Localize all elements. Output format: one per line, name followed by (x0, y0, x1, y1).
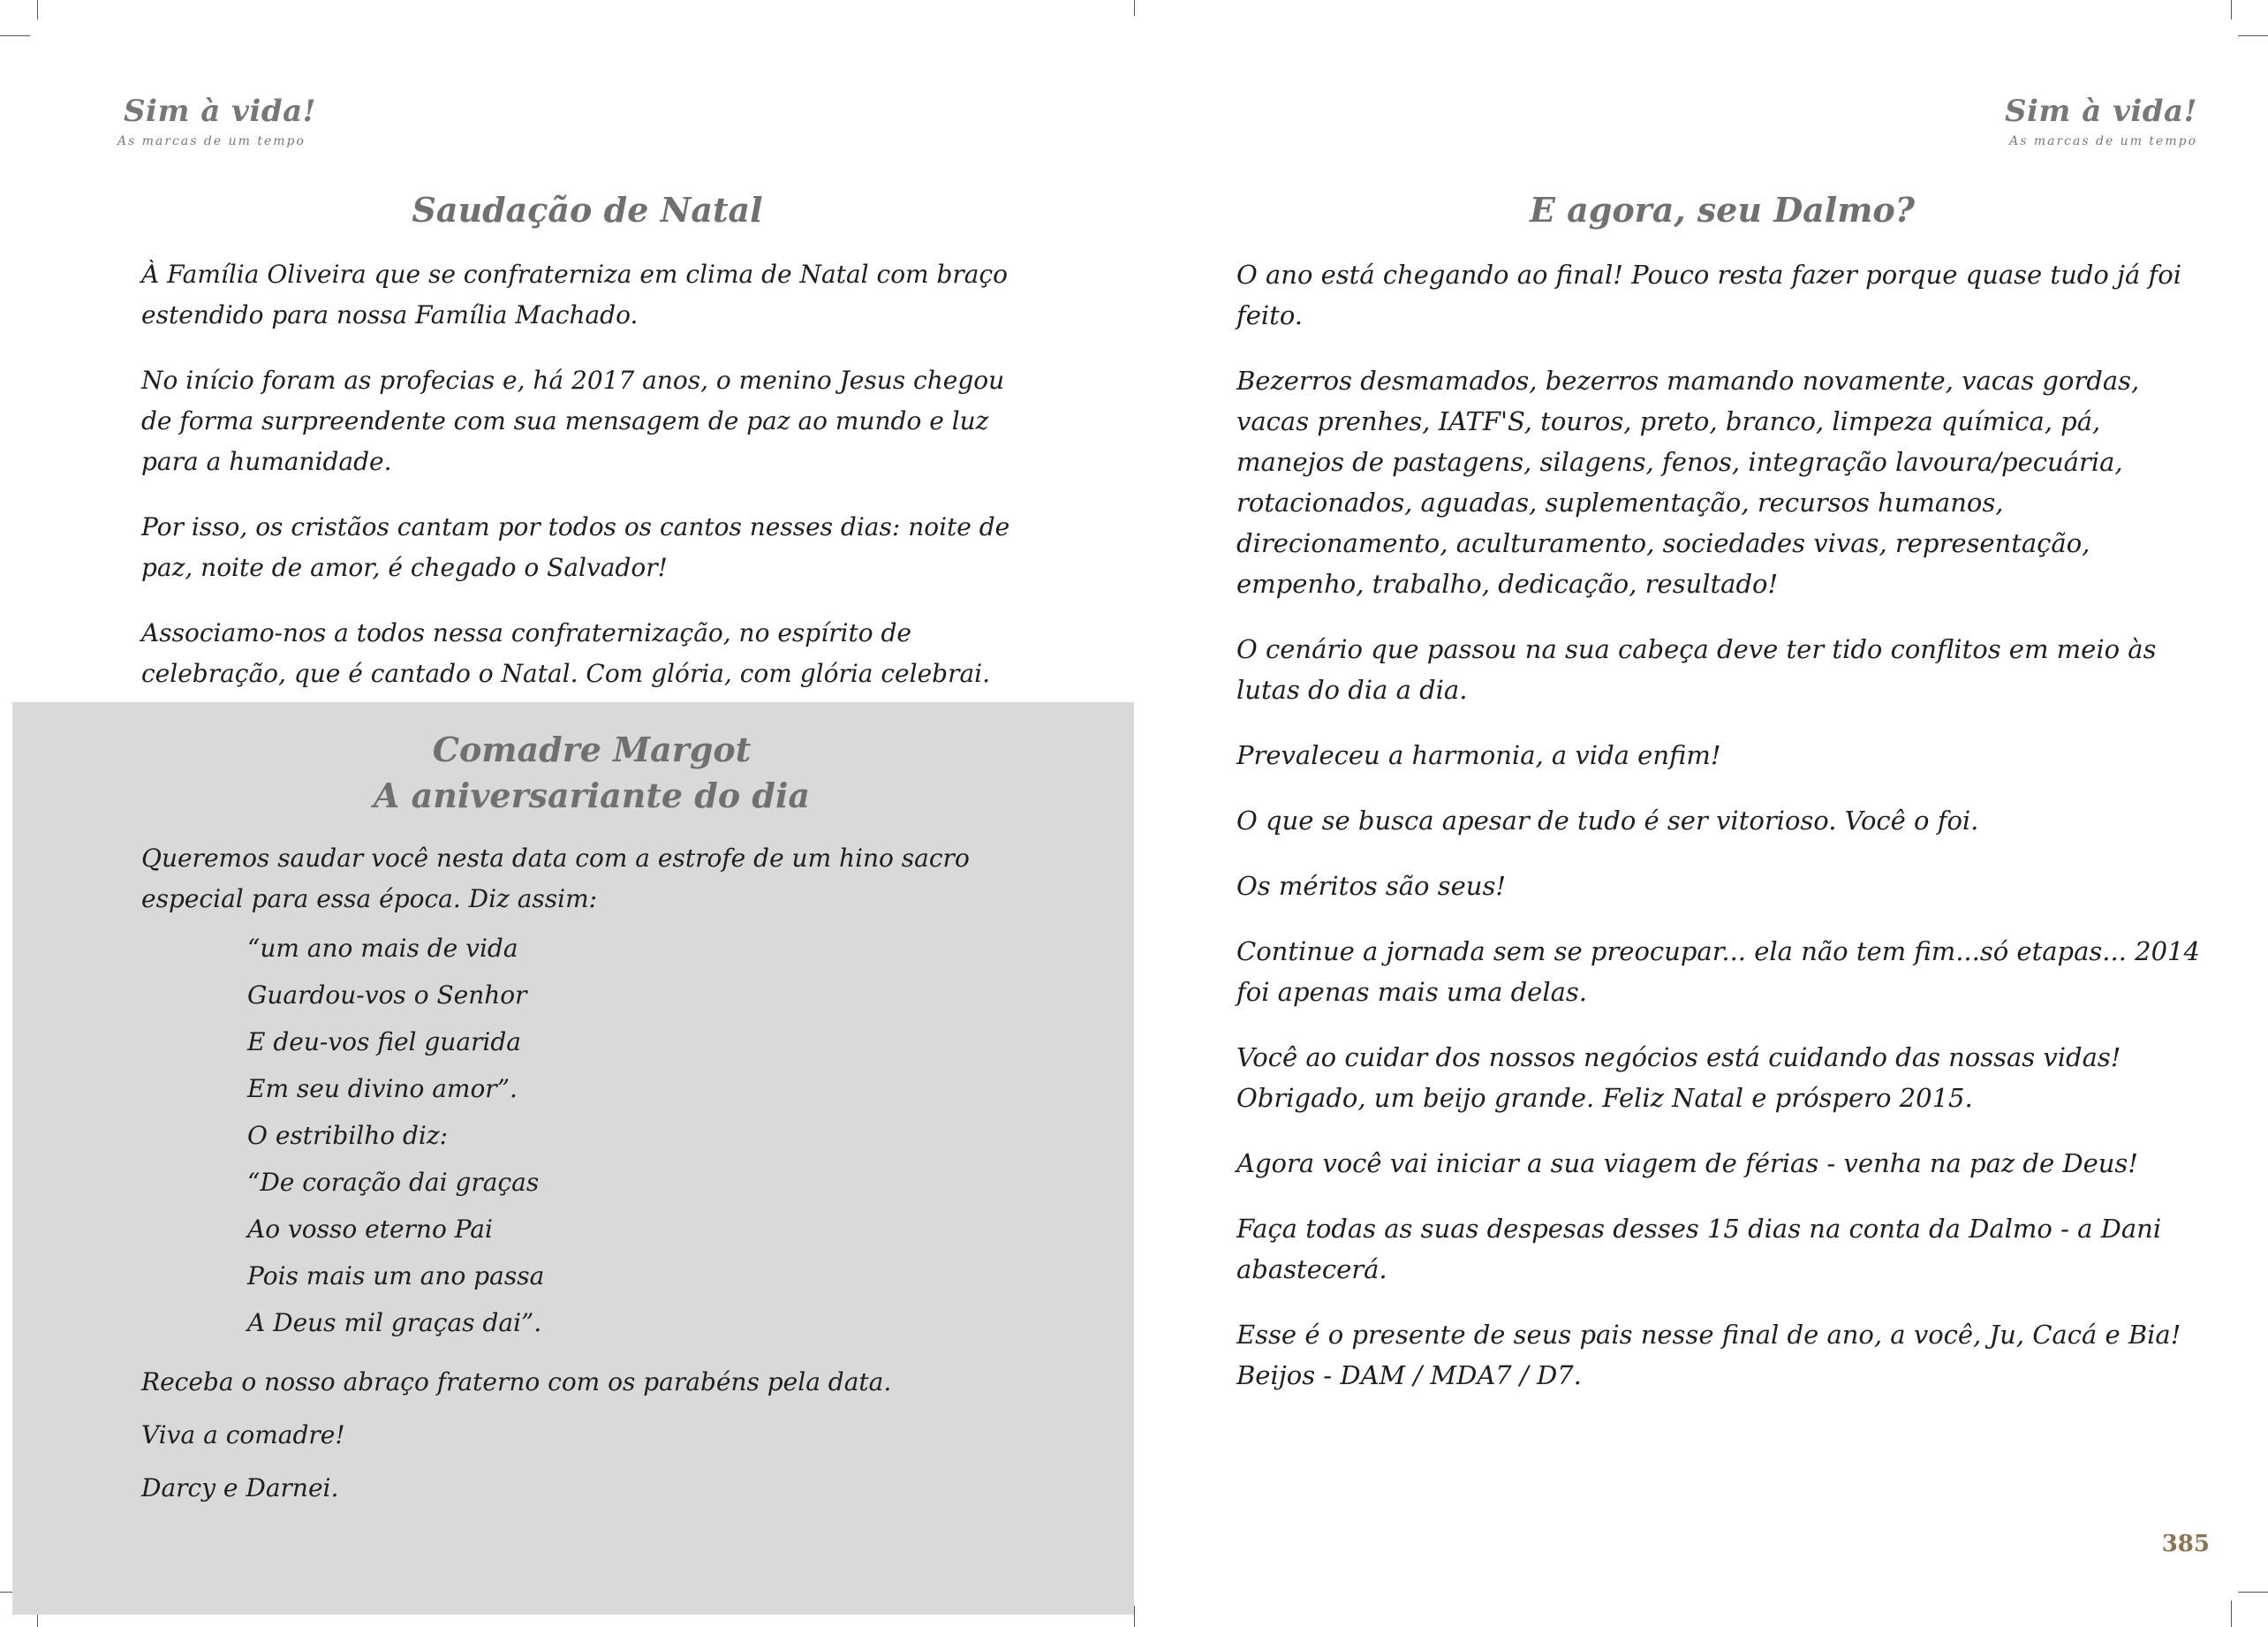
verse-line: A Deus mil graças dai”. (247, 1308, 542, 1337)
verse-line: Em seu divino amor”. (247, 1074, 518, 1103)
dalmo-paragraph: O que se busca apesar de tudo é ser vitorioso. Você o foi. (1236, 806, 1979, 836)
comadre-section (141, 727, 1042, 1521)
running-header-title: Sim à vida! (2004, 94, 2197, 129)
hymn-verse (247, 925, 1042, 1346)
verse-line: “De coração dai graças (247, 1168, 540, 1197)
saudacao-paragraph: Por isso, os cristãos cantam por todos os cantos nesses dias: noite de paz, noite de amor, é chegado o Salvador! (141, 512, 1010, 582)
saudacao-paragraph: No início foram as profecias e, há 2017 anos, o menino Jesus chegou de forma surpreendente com sua mensagem de paz ao mundo e luz para a humanidade. (141, 366, 1005, 476)
comadre-closing: Receba o nosso abraço fraterno com os parabéns pela data. (141, 1367, 892, 1396)
verse-line: Guardou-vos o Senhor (247, 980, 527, 1010)
comadre-intro: Queremos saudar você nesta data com a estrofe de um hino sacro especial para essa época. Diz assim: (141, 844, 970, 913)
dalmo-paragraph: Esse é o presente de seus pais nesse final de ano, a você, Ju, Cacá e Bia! Beijos - DAM / MDA7 / D7. (1236, 1320, 2181, 1390)
dalmo-heading: E agora, seu Dalmo? (1529, 190, 1916, 230)
verse-line: “um ano mais de vida (247, 934, 518, 963)
saudacao-section (141, 187, 1033, 719)
comadre-signature: Darcy e Darnei. (141, 1473, 339, 1502)
dalmo-paragraph: Bezerros desmamados, bezerros mamando novamente, vacas gordas, vacas prenhes, IATF'S, touros, preto, branco, limpeza química, pá, manejos de pastagens, silagens, fenos, integração lavoura/pecuária, rotacionados, aguadas, suplementação, recursos humanos, direcionamento, aculturamento, sociedades vivas, representação, empenho, trabalho, dedicação, resultado! (1236, 366, 2140, 599)
dalmo-paragraph: Agora você vai iniciar a sua viagem de férias - venha na paz de Deus! (1236, 1148, 2138, 1178)
dalmo-paragraph: O ano está chegando ao final! Pouco resta fazer porque quase tudo já foi feito. (1236, 260, 2181, 330)
saudacao-paragraph: Associamo-nos a todos nessa confraternização, no espírito de celebração, que é cantado o Natal. Com glória, com glória celebrai. (141, 618, 990, 688)
running-header-subtitle: As marcas de um tempo (117, 134, 306, 148)
verse-line: O estribilho diz: (247, 1121, 449, 1150)
saudacao-heading: Saudação de Natal (412, 190, 763, 230)
verse-line: Pois mais um ano passa (247, 1261, 545, 1290)
right-page (1134, 0, 2268, 1627)
running-header-subtitle: As marcas de um tempo (2009, 134, 2197, 148)
dalmo-paragraph: Continue a jornada sem se preocupar... ela não tem fim...só etapas... 2014 foi apenas mais uma delas. (1236, 936, 2200, 1007)
running-header-title: Sim à vida! (124, 94, 317, 129)
comadre-closing: Viva a comadre! (141, 1420, 345, 1449)
verse-line: Ao vosso eterno Pai (247, 1215, 493, 1244)
dalmo-section (1236, 187, 2208, 1420)
dalmo-paragraph: O cenário que passou na sua cabeça deve ter tido conflitos em meio às lutas do dia a dia. (1236, 634, 2157, 705)
comadre-heading-line1: Comadre Margot (432, 730, 752, 769)
page-number: 385 (2161, 1531, 2210, 1557)
verse-line: E deu-vos fiel guarida (247, 1027, 521, 1056)
dalmo-paragraph: Você ao cuidar dos nossos negócios está cuidando das nossas vidas! Obrigado, um beijo grande. Feliz Natal e próspero 2015. (1236, 1042, 2121, 1113)
dalmo-paragraph: Os méritos são seus! (1236, 871, 1506, 901)
dalmo-paragraph: Prevaleceu a harmonia, a vida enfim! (1236, 740, 1721, 770)
comadre-heading-line2: A aniversariante do dia (373, 776, 811, 815)
comadre-box (12, 702, 1134, 1615)
saudacao-paragraph: À Família Oliveira que se confraterniza em clima de Natal com braço estendido para nossa Família Machado. (141, 260, 1009, 329)
dalmo-paragraph: Faça todas as suas despesas desses 15 dias na conta da Dalmo - a Dani abastecerá. (1236, 1214, 2162, 1284)
